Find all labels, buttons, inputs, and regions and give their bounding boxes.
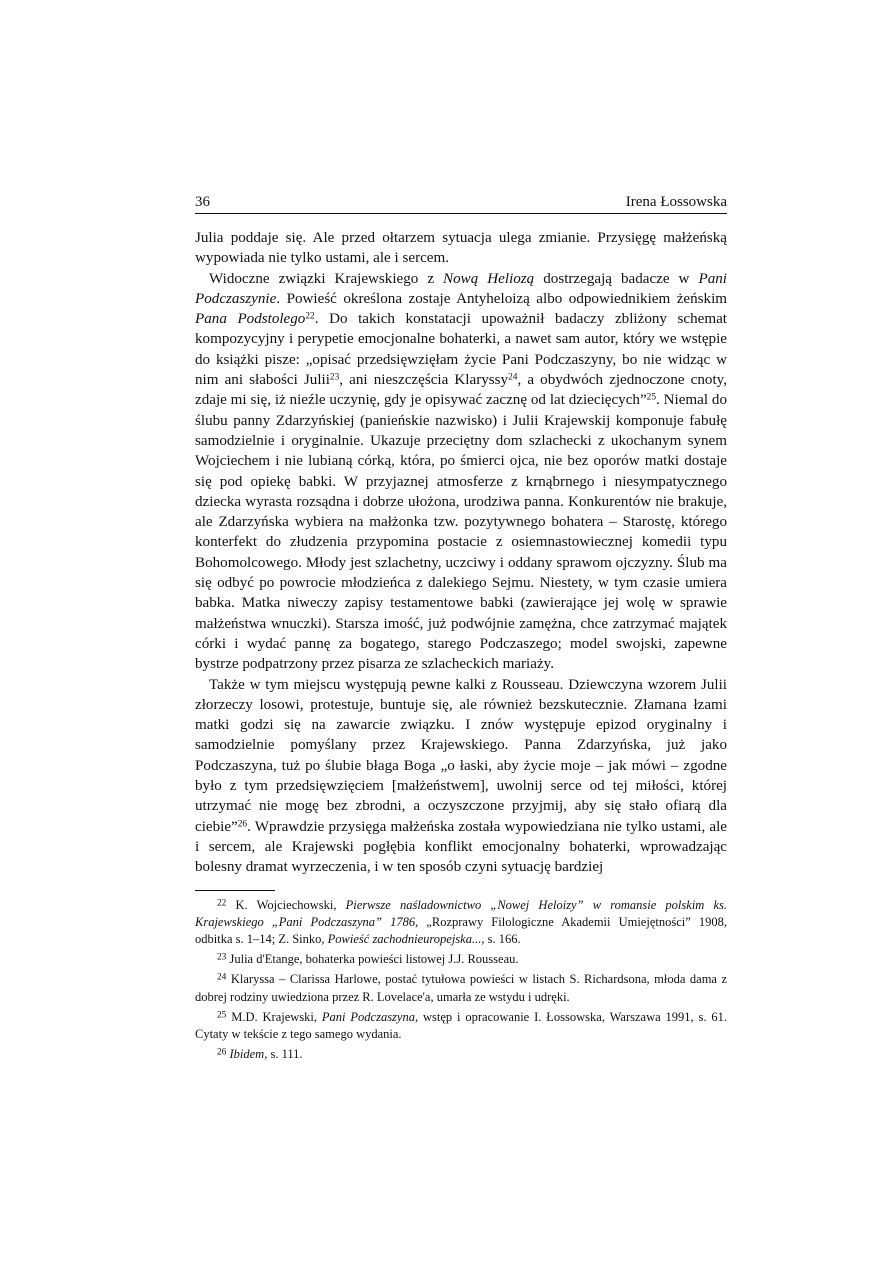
- italic-run: Pani Podczaszynie: [195, 270, 727, 307]
- text-run: Widoczne związki Krajewskiego z: [209, 270, 444, 287]
- footnote-ref: 26: [237, 818, 248, 829]
- italic-run: Powieść zachodnieuropejska...: [327, 931, 482, 946]
- running-header: [195, 192, 727, 214]
- text-run: , ani nieszczęścia Klaryssy: [339, 372, 509, 389]
- book-page: [195, 192, 727, 1066]
- footnotes: [195, 897, 727, 1064]
- italic-run: Pana Podstolego: [195, 311, 306, 328]
- footnote: [195, 897, 727, 949]
- page-number: 36: [195, 194, 210, 210]
- text-run: , „Rozprawy Filologiczne Akademii Umiejętności” 1908, odbitka s. 1–14; Z. Sinko,: [195, 914, 727, 946]
- italic-run: Ibidem: [229, 1047, 265, 1062]
- footnote-number: 25: [217, 1010, 227, 1021]
- footnote: [195, 1009, 727, 1043]
- text-run: Klaryssa – Clarissa Harlowe, postać tytułowa powieści w listach S. Richardsona, młoda dama z dobrej rodziny uwiedziona przez R. Lovelace'a, umarła ze wstydu i udręki.: [195, 972, 728, 1004]
- footnote-number: 23: [217, 952, 227, 963]
- text-run: , wstęp i opracowanie I. Łossowska, Warszawa 1991, s. 61. Cytaty w tekście z tego samego wydania.: [195, 1009, 728, 1041]
- text-run: Julia d'Etange, bohaterka powieści listowej J.J. Rousseau.: [229, 952, 519, 967]
- footnote-ref: 22: [305, 311, 315, 322]
- text-run: . Niemal do ślubu panny Zdarzyńskiej (panieńskie nazwisko) i Julii Krajewskij komponuje fabułę samodzielnie i oryginalnie. Ukazuje przeciętny dom szlachecki z ukochanym synem Wojciechem i nie lubianą córką, która, po śmierci ojca, nie bez oporów matki dostaje się pod opiekę babki. W przyjaznej atmosferze z krnąbrnego i niesympatycznego dziecka wyrasta rozsądna i dobrze ułożona, urodziwa panna. Konkurentów nie brakuje, ale Zdarzyńska wybiera na małżonka tzw. pozytywnego bohatera – Starostę, którego konterfekt do złudzenia przypomina postacie z osiemnastowiecznej komedii typu Bohomolcowego. Młody jest szlachetny, uczciwy i oddany sprawom ojczyzny. Ślub ma się odbyć po powrocie młodzieńca z dalekiego Sejmu. Niestety, w tym czasie umiera babka. Matka niweczy zapisy testamentowe babki (zawierające jej wolę w sprawie małżeństwa wnuczki). Starsza imość, już podwójnie zamężna, chce zatrzymać majątek córki i wydać pannę za bogatego, starego Podczaszego; model swojski, zapewne bystrze podpatrzony przez pisarza ze szlacheckich mariaży.: [195, 392, 727, 673]
- footnote-number: 24: [217, 973, 227, 984]
- footnote-ref: 24: [508, 372, 518, 383]
- running-head-author: Irena Łossowska: [625, 194, 727, 210]
- text-run: , a obydwóch zjednoczone cnoty, zdaje mi się, iż nieźle uczynię, gdy je opisywać zacznę od lat dziecięcych”: [195, 372, 728, 409]
- paragraph: [195, 228, 727, 269]
- paragraph: [195, 675, 727, 878]
- text-run: Julia poddaje się. Ale przed ołtarzem sytuacja ulega zmianie. Przysięgę małżeńską wypowiada nie tylko ustami, ale i sercem.: [195, 230, 727, 267]
- text-run: , s. 166.: [481, 931, 521, 946]
- footnote-number: 22: [217, 898, 227, 909]
- text-run: Także w tym miejscu występują pewne kalki z Rousseau. Dziewczyna wzorem Julii złorzeczy losowi, protestuje, buntuje się, ale również bezskutecznie. Złamana łzami matki godzi się na zawarcie związku. I znów występuje epizod oryginalny i samodzielnie pomyślany przez Krajewskiego. Panna Zdarzyńska, już jako Podczaszyna, tuż po ślubie błaga Boga „o łaski, aby życie moje – jak mówi – zgodne było z tym przedsięwzięciem [małżeństwem], uwolnij serce od tej miłości, której utrzymać nie mogę bez zbrodni, a oczyszczone przyjmij, aby się stało ofiarą dla ciebie”: [195, 676, 727, 835]
- italic-run: Nową Heliozą: [443, 270, 535, 287]
- text-run: K. Wojciechowski,: [235, 897, 346, 912]
- italic-run: Pani Podczaszyna: [321, 1009, 415, 1024]
- italic-run: Pierwsze naśladownictwo „Nowej Heloizy” w romansie polskim ks. Krajewskiego „Pani Podczaszyna” 1786: [195, 897, 728, 929]
- footnote-number: 26: [217, 1047, 227, 1058]
- main-text: [195, 228, 727, 878]
- text-run: . Powieść określona zostaje Antyheloizą albo odpowiednikiem żeńskim: [276, 290, 727, 307]
- text-run: , s. 111.: [264, 1047, 303, 1062]
- footnote: [195, 951, 727, 968]
- paragraph: [195, 269, 727, 675]
- footnote-separator: [195, 890, 275, 891]
- footnote: [195, 971, 727, 1005]
- text-run: . Wprawdzie przysięga małżeńska została wypowiedziana nie tylko ustami, ale i sercem, ale Krajewski pogłębia konflikt emocjonalny bohaterki, wprowadzając bolesny dramat wyrzeczenia, i w ten sposób czyni sytuację bardziej: [195, 818, 727, 876]
- text-run: . Do takich konstatacji upoważnił badaczy zbliżony schemat kompozycyjny i perypetie emocjonalne bohaterki, a nawet sam autor, który we wstępie do książki pisze: „opisać przedsięwzięłam życie Pani Podczaszyny, bo nie widząc w nim ani słabości Julii: [195, 311, 727, 389]
- text-run: M.D. Krajewski,: [231, 1009, 322, 1024]
- footnote-ref: 25: [646, 392, 657, 403]
- footnote-ref: 23: [329, 372, 340, 383]
- footnote: [195, 1046, 727, 1063]
- text-run: dostrzegają badacze w: [534, 270, 699, 287]
